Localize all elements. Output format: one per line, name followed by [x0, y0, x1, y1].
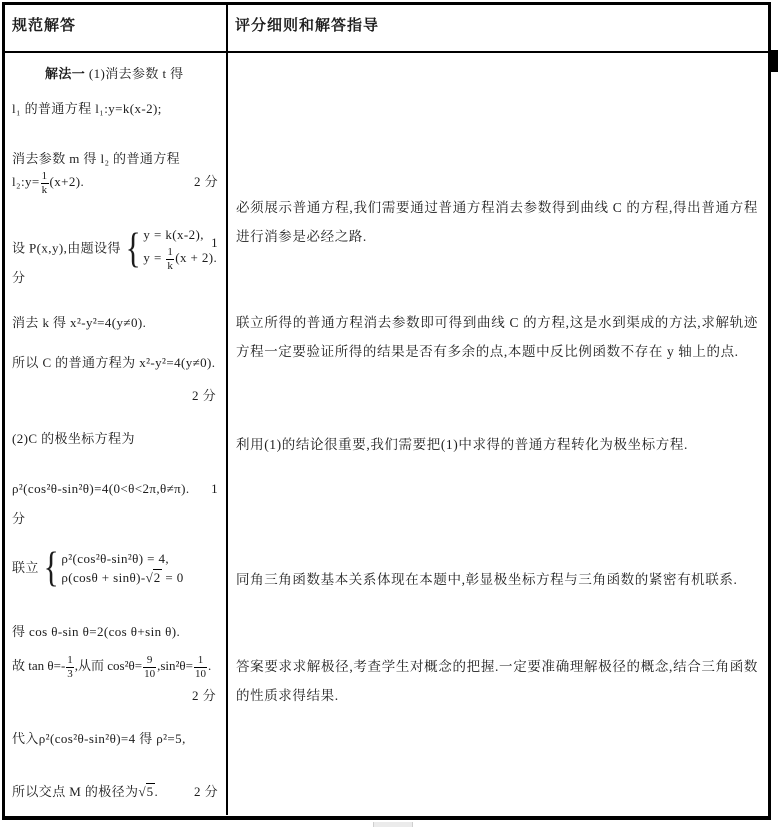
score-badge: 2 分: [194, 784, 218, 799]
solution-line-system-setup: [12, 227, 222, 272]
left-brace: {: [43, 545, 59, 591]
formula-line-polar-equation: [12, 479, 222, 499]
solution-line-substitute: 代入ρ²(cos²θ-sin²θ)=4 得 ρ²=5,: [12, 731, 186, 746]
fraction-numerator: 9: [146, 654, 153, 666]
formula-seg: ,sin²θ=: [157, 658, 193, 674]
formula-line-l2-equation: [12, 170, 222, 196]
solution-column: [5, 53, 228, 815]
score-badge: 1: [211, 481, 218, 496]
header-scoring-guide: 评分细则和解答指导: [235, 17, 380, 34]
fraction-1-over-k: [41, 170, 49, 196]
guidance-paragraph-3: 利用(1)的结论很重要,我们需要把(1)中求得的普通方程转化为极坐标方程.: [236, 437, 688, 452]
formula-text: ρ²(cos²θ-sin²θ)=4(0<θ<2π,θ≠π).: [12, 481, 190, 496]
score-badge: 2 分: [192, 688, 216, 703]
fraction-numerator: 1: [67, 654, 73, 666]
solution-line-l1-equation: l₁ 的普通方程 l₁:y=k(x-2);: [12, 101, 162, 116]
header-standard-solution: 规范解答: [5, 5, 228, 51]
solution-line-method-title: [45, 64, 222, 84]
fraction-numerator: 1: [167, 246, 174, 258]
radical-sign: √: [145, 570, 153, 586]
solution-line-trig-identity: 得 cos θ-sin θ=2(cos θ+sin θ).: [12, 624, 181, 639]
formula-pre: l₂:y=: [12, 174, 40, 190]
system-row-2-pre: y =: [143, 250, 166, 266]
formula-seg: 故 tan θ=-: [12, 658, 66, 674]
solution-line-conclusion: [12, 782, 222, 802]
fraction-denominator: k: [167, 259, 174, 272]
radicand: 2: [153, 570, 161, 586]
line-text: 所以交点 M 的极径为: [12, 784, 139, 799]
solution-line-eliminate-m: 消去参数 m 得 l₂ 的普通方程: [12, 151, 181, 166]
score-badge: 1: [211, 235, 218, 250]
solution-line-polar-intro: (2)C 的极坐标方程为: [12, 431, 135, 446]
line-text: 设 P(x,y),由题设得: [12, 240, 121, 256]
right-edge-mark: [771, 50, 778, 72]
fraction-numerator: 1: [41, 170, 48, 182]
system-row-2-pre: ρ(cosθ + sinθ)-: [61, 570, 146, 586]
guidance-paragraph-1: 必须展示普通方程,我们需要通过普通方程消去参数得到曲线 C 的方程,得出普通方程进行消参是必经之路.: [236, 200, 758, 244]
formula-post: (x+2).: [49, 174, 85, 190]
solution-line-simultaneous-system: [12, 545, 222, 591]
line-text: (1)消去参数 t 得: [85, 66, 184, 81]
fraction-denominator: 3: [67, 667, 73, 680]
table-body-row: [5, 53, 768, 815]
fraction-9-over-10: [143, 654, 156, 680]
table-header-row: [5, 5, 768, 53]
guidance-paragraph-5: 答案要求求解极径,考查学生对概念的把握.一定要准确理解极径的概念,结合三角函数的性质求得结果.: [236, 659, 758, 703]
horizontal-scrollbar-thumb[interactable]: [373, 822, 413, 827]
sqrt-5: [138, 783, 154, 799]
system-row-2-post: = 0: [161, 570, 184, 586]
equation-system: [123, 227, 217, 272]
formula-line-tan-theta: [12, 654, 222, 680]
fraction-denominator: 10: [144, 667, 156, 680]
guidance-paragraph-2: 联立所得的普通方程消去参数即可得到曲线 C 的方程,这是水到渠成的方法,求解轨迹方程一定要验证所得的结果是否有多余的点,本题中反比例函数不存在 y 轴上的点.: [236, 315, 758, 359]
radicand: 5: [146, 784, 154, 799]
solution-rubric-table: [2, 2, 771, 820]
score-badge: 2 分: [194, 174, 218, 189]
system-row-1: ρ²(cos²θ-sin²θ) = 4,: [61, 551, 170, 567]
formula-seg: .: [207, 658, 212, 674]
guidance-column: [228, 53, 768, 815]
system-row-2-post: (x + 2).: [175, 250, 218, 266]
sqrt-2: [146, 569, 162, 585]
line-text: 联立: [12, 559, 39, 575]
fraction-denominator: k: [41, 183, 48, 196]
line-text: .: [154, 784, 159, 799]
fraction-1-over-10: [194, 654, 207, 680]
system-row-2: [61, 570, 183, 586]
solution-line-eliminate-k: 消去 k 得 x²-y²=4(y≠0).: [12, 315, 147, 330]
equation-system: [41, 545, 184, 591]
fraction-1-over-3: [66, 654, 74, 680]
score-unit-line: 分: [12, 270, 26, 285]
score-unit-line: 分: [12, 511, 26, 526]
radical-sign: √: [138, 784, 146, 799]
left-brace: {: [125, 225, 141, 272]
fraction-numerator: 1: [197, 654, 204, 666]
method-label: 解法一: [45, 66, 86, 81]
system-row-1: y = k(x-2),: [143, 227, 204, 242]
formula-seg: ,从而 cos²θ=: [74, 658, 143, 674]
solution-line-curve-equation: 所以 C 的普通方程为 x²-y²=4(y≠0).: [12, 355, 216, 370]
guidance-paragraph-4: 同角三角函数基本关系体现在本题中,彰显极坐标方程与三角函数的紧密有机联系.: [236, 572, 738, 587]
score-badge: 2 分: [192, 388, 216, 403]
fraction-denominator: 10: [194, 667, 206, 680]
